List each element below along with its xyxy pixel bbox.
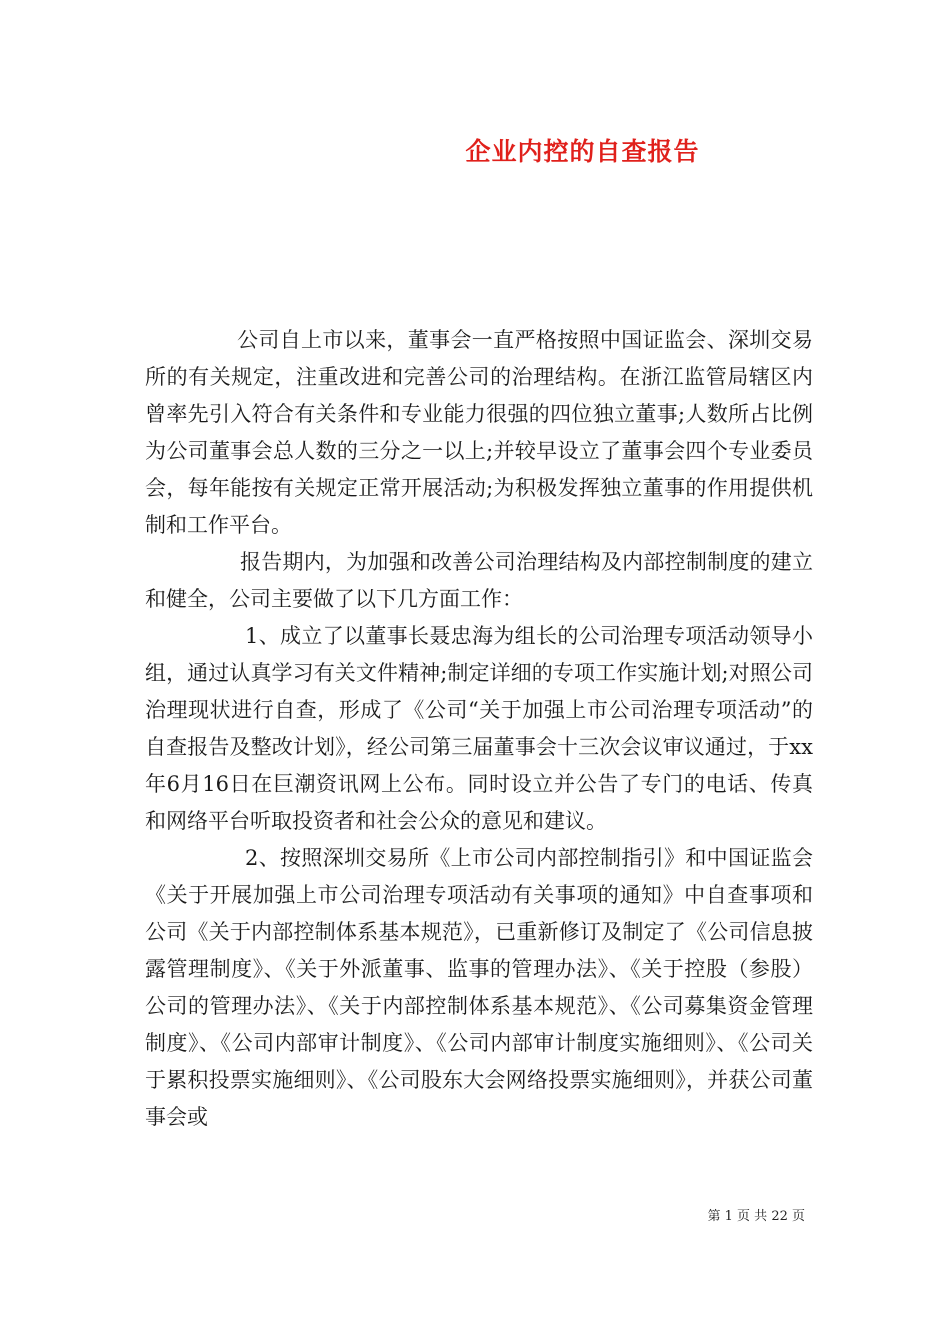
document-body: [145, 322, 813, 1136]
page-number-footer: 第 1 页 共 22 页: [707, 1209, 805, 1224]
paragraph-item-1: 1、成立了以董事长聂忠海为组长的公司治理专项活动领导小组，通过认真学习有关文件精神;制定详细的专项工作实施计划;对照公司治理现状进行自查，形成了《公司“关于加强上市公司治理专项活动”的自查报告及整改计划》，经公司第三届董事会十三次会议审议通过，于xx年6月16日在巨潮资讯网上公布。同时设立并公告了专门的电话、传真和网络平台听取投资者和社会公众的意见和建议。: [145, 624, 813, 833]
document-title: 企业内控的自查报告: [465, 137, 700, 166]
paragraph-report-period: 报告期内，为加强和改善公司治理结构及内部控制制度的建立和健全，公司主要做了以下几方面工作：: [145, 550, 813, 611]
paragraph-intro: 公司自上市以来，董事会一直严格按照中国证监会、深圳交易所的有关规定，注重改进和完善公司的治理结构。在浙江监管局辖区内曾率先引入符合有关条件和专业能力很强的四位独立董事;人数所占比例为公司董事会总人数的三分之一以上;并较早设立了董事会四个专业委员会，每年能按有关规定正常开展活动;为积极发挥独立董事的作用提供机制和工作平台。: [145, 328, 813, 537]
paragraph-item-2: 2、按照深圳交易所《上市公司内部控制指引》和中国证监会《关于开展加强上市公司治理专项活动有关事项的通知》中自查事项和公司《关于内部控制体系基本规范》，已重新修订及制定了《公司信息披露管理制度》、《关于外派董事、监事的管理办法》、《关于控股（参股）公司的管理办法》、《关于内部控制体系基本规范》、《公司募集资金管理制度》、《公司内部审计制度》、《公司内部审计制度实施细则》、《公司关于累积投票实施细则》、《公司股东大会网络投票实施细则》，并获公司董事会或: [145, 846, 813, 1129]
